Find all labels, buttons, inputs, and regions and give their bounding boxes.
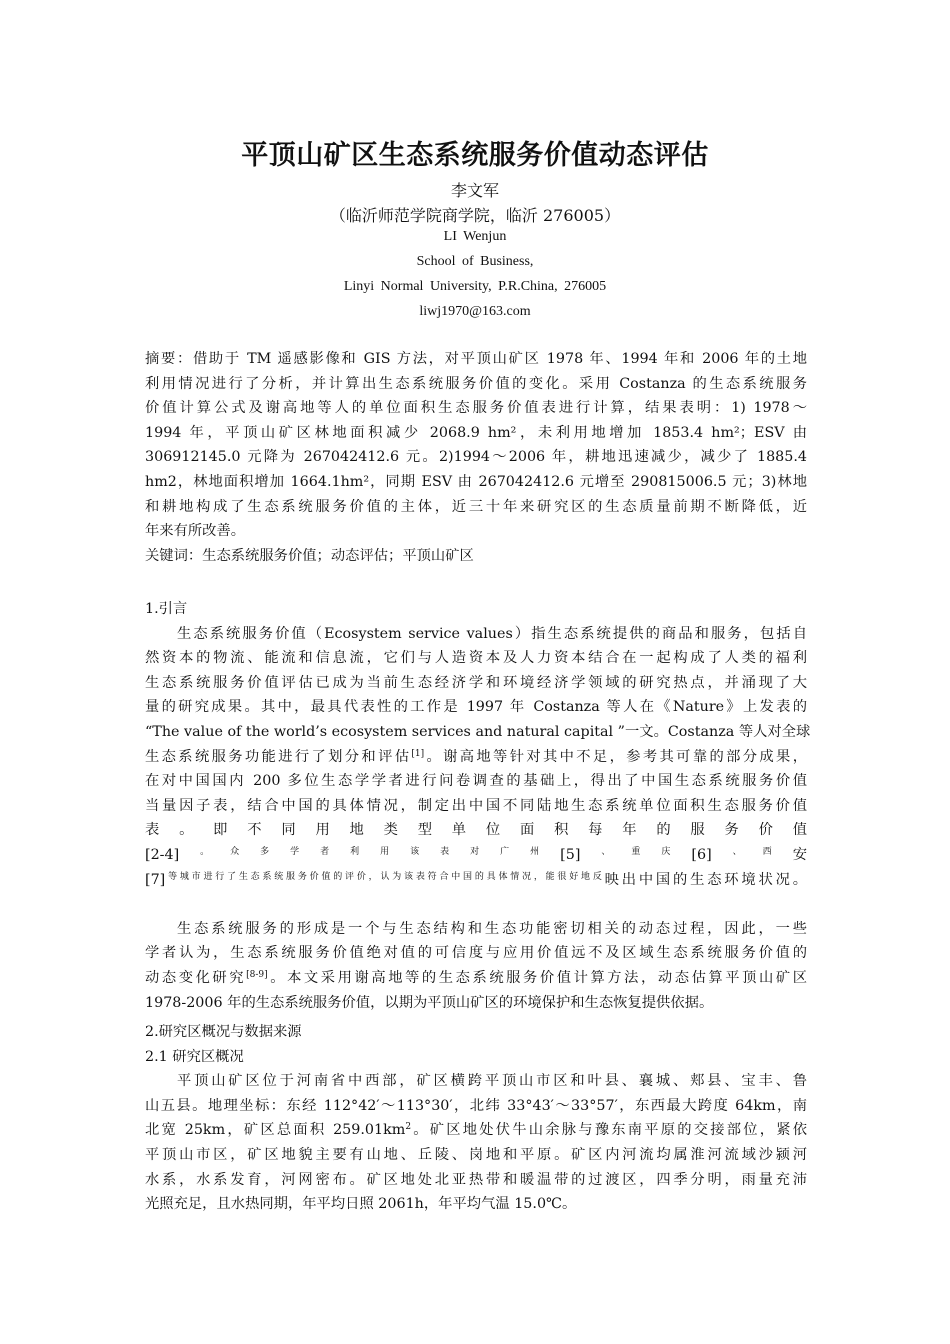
text-run: 。谢高地等针对其中不足，参考其可靠的部分成果， xyxy=(424,748,807,765)
text-run: 北宽 25km，矿区总面积 259.01km xyxy=(145,1122,406,1139)
paragraph-line xyxy=(145,745,807,770)
author-name-en: LI Wenjun xyxy=(443,229,507,244)
section-heading: 1.引言 xyxy=(145,601,188,617)
university-en: Linyi Normal University, P.R.China, 276005 xyxy=(343,279,607,294)
paragraph-line xyxy=(145,868,807,893)
text-run: 映出中国的生态环境状况。 xyxy=(604,871,807,888)
paragraph-line xyxy=(145,1118,807,1143)
paragraph-line: 然资本的物流、能流和信息流，它们与人造资本及人力资本结合在一起构成了人类的福利 xyxy=(145,650,807,667)
superscript: 2 xyxy=(405,1122,412,1133)
paragraph-line: 平顶山矿区位于河南省中西部，矿区横跨平顶山市区和叶县、襄城、郏县、宝丰、鲁 xyxy=(177,1073,807,1090)
text-run: [6] xyxy=(691,846,712,863)
citation-ref: 等城市进行了生态系统服务价值的评价，认为该表符合中国的具体情况，能很好地反 xyxy=(165,871,605,882)
text-run: [2-4] xyxy=(145,846,180,863)
abstract-line: 和耕地构成了生态系统服务价值的主体，近三十年来研究区的生态质量前期不断降低，近 xyxy=(145,498,807,515)
affiliation-cn: （临沂师范学院商学院，临沂 276005） xyxy=(329,206,621,225)
text-run: 生态系统服务功能进行了划分和评估 xyxy=(145,748,412,765)
text-run: 。本文采用谢高地等的生态系统服务价值计算方法，动态估算平顶山矿区 xyxy=(267,969,808,986)
citation-ref: 、西 xyxy=(711,846,793,857)
paragraph-line: 量的研究成果。其中，最具代表性的工作是 1997 年 Costanza 等人在《Nature》上发表的 xyxy=(145,699,807,716)
abstract-line: 年来有所改善。 xyxy=(145,523,246,540)
section-introduction xyxy=(145,597,811,1015)
paragraph-line: 生态系统服务的形成是一个与生态结构和生态功能密切相关的动态过程，因此，一些 xyxy=(177,920,807,937)
text-run: 。矿区地处伏牛山余脉与豫东南平原的交接部位，紧依 xyxy=(411,1122,807,1139)
paragraph-line: 学者认为，生态系统服务价值绝对值的可信度与应用价值远不及区域生态系统服务价值的 xyxy=(145,945,807,962)
text-run: [7] xyxy=(145,871,166,888)
paragraph-line: 水系，水系发育，河网密布。矿区地处北亚热带和暖温带的过渡区，四季分明，雨量充沛 xyxy=(145,1171,807,1188)
subsection-heading: 2.1 研究区概况 xyxy=(145,1048,244,1065)
keywords: 关键词：生态系统服务价值；动态评估；平顶山矿区 xyxy=(145,547,474,564)
paragraph-line: 当量因子表，结合中国的具体情况，制定出中国不同陆地生态系统单位面积生态服务价值 xyxy=(145,797,807,814)
paragraph-line: 平顶山市区，矿区地貌主要有山地、丘陵、岗地和平原。矿区内河流均属淮河流域沙颍河 xyxy=(145,1146,807,1163)
citation-ref: [8-9] xyxy=(246,969,268,980)
text-run: 动态变化研究 xyxy=(145,969,247,986)
citation-ref: [1] xyxy=(411,748,425,759)
paragraph-line: 山五县。地理坐标：东经 112°42′～113°30′，北纬 33°43′～33°57′，东西最大跨度 64km，南 xyxy=(145,1097,807,1114)
text-run: 安 xyxy=(792,846,807,863)
abstract-line: 利用情况进行了分析，并计算出生态系统服务价值的变化。采用 Costanza 的生态系统服务 xyxy=(145,375,807,392)
abstract-line: 价值计算公式及谢高地等人的单位面积生态服务价值表进行计算，结果表明：1) 1978～ xyxy=(145,400,807,417)
section-heading: 2.研究区概况与数据来源 xyxy=(145,1024,302,1040)
school-en: School of Business, xyxy=(416,254,534,269)
author-name-cn: 李文军 xyxy=(450,181,499,200)
paragraph-line xyxy=(145,843,807,868)
text-run: [5] xyxy=(560,846,581,863)
abstract-line: 1994 年，平顶山矿区林地面积减少 2068.9 hm²，未利用地增加 1853.4 hm²；ESV 由 xyxy=(145,424,807,441)
author-email: liwj1970@163.com xyxy=(419,304,531,319)
citation-ref: 。众多学者利用该表对广州 xyxy=(179,846,561,857)
paragraph-line xyxy=(145,892,807,917)
paragraph-line xyxy=(145,966,807,991)
abstract xyxy=(145,347,807,568)
paper-title: 平顶山矿区生态系统服务价值动态评估 xyxy=(241,140,709,171)
section-study-area xyxy=(145,1020,807,1217)
paragraph-line: 1978-2006 年的生态系统服务价值，以期为平顶山矿区的环境保护和生态恢复提供依据。 xyxy=(145,994,714,1011)
citation-ref: 、重庆 xyxy=(580,846,692,857)
paragraph-line: 在对中国国内 200 多位生态学学者进行问卷调查的基础上，得出了中国生态系统服务价值 xyxy=(145,773,807,790)
abstract-line: 306912145.0 元降为 267042412.6 元。2)1994～2006 年，耕地迅速减少，减少了 1885.4 xyxy=(145,449,807,466)
paragraph-line: “The value of the world’s ecosystem services and natural capital ”一文。Costanza 等人对全球 xyxy=(145,723,811,740)
paragraph-line: 生态系统服务价值（Ecosystem service values）指生态系统提供的商品和服务，包括自 xyxy=(177,625,807,642)
paragraph-line: 表。即不同用地类型单位面积每年的服务价值 xyxy=(145,822,807,839)
paragraph-line: 光照充足，且水热同期，年平均日照 2061h，年平均气温 15.0℃。 xyxy=(145,1196,577,1213)
paragraph-line: 生态系统服务价值评估已成为当前生态经济学和环境经济学领域的研究热点，并涌现了大 xyxy=(145,674,807,691)
abstract-line: hm2，林地面积增加 1664.1hm²，同期 ESV 由 267042412.6 元增至 290815006.5 元；3)林地 xyxy=(145,473,807,490)
abstract-line: 摘要：借助于 TM 遥感影像和 GIS 方法，对平顶山矿区 1978 年、1994 年和 2006 年的土地 xyxy=(145,351,807,367)
